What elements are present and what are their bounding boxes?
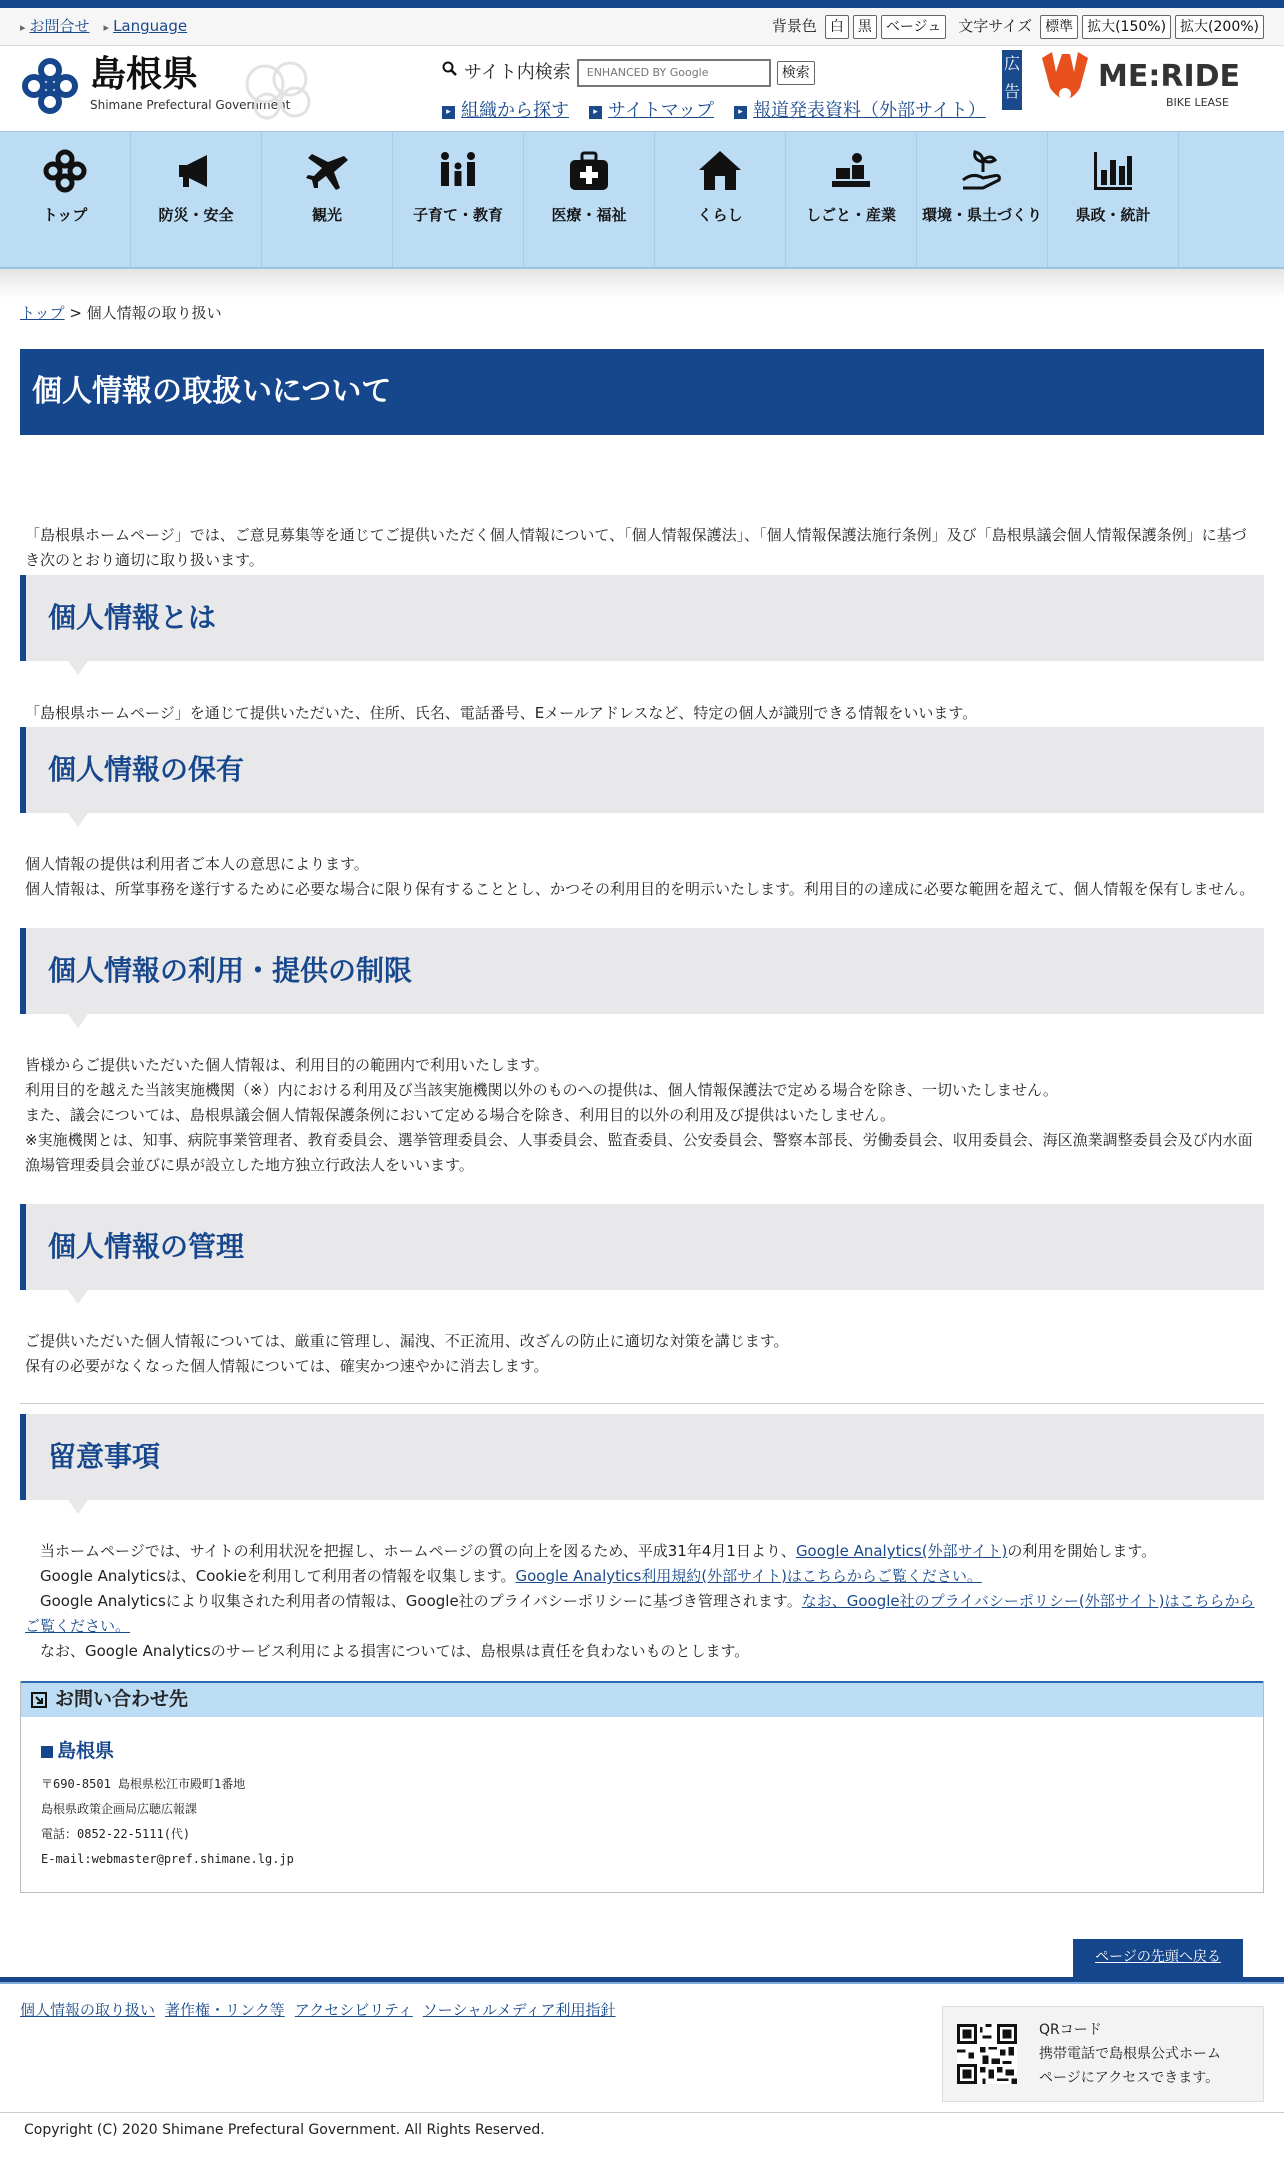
section-text: ご提供いただいた個人情報については、厳重に管理し、漏洩、不正流用、改ざんの防止に適切な対策を講じます。 — [25, 1332, 789, 1350]
qr-code-box — [942, 2006, 1264, 2102]
font-size-label: 文字サイズ — [958, 17, 1033, 36]
nav-label: 医療・福祉 — [551, 206, 627, 224]
contact-address: 〒690-8501 島根県松江市殿町1番地 — [41, 1777, 246, 1791]
font-200-button[interactable]: 拡大(200%) — [1175, 15, 1264, 39]
nav-item-top[interactable] — [0, 132, 131, 267]
site-header — [0, 46, 1284, 131]
nav-item-statistics[interactable] — [1048, 132, 1179, 267]
footer-link-privacy[interactable]: 個人情報の取り扱い — [20, 2001, 156, 2019]
nav-item-living[interactable] — [655, 132, 786, 267]
house-icon — [697, 148, 743, 194]
section-text: ※実施機関とは、知事、病院事業管理者、教育委員会、選挙管理委員会、人事委員会、監査委員、公安委員会、警察本部長、労働委員会、収用委員会、海区漁業調整委員会及び内水面漁場管理委員会並びに県が設立した地方独立行政法人をいいます。 — [25, 1131, 1253, 1174]
section-heading-use-restriction: 個人情報の利用・提供の制限 — [20, 928, 1264, 1014]
global-nav — [0, 131, 1284, 269]
qr-text-1: 携帯電話で島根県公式ホーム — [1039, 2046, 1221, 2062]
section-heading-notes: 留意事項 — [20, 1414, 1264, 1500]
section-text: 利用目的を越えた当該実施機関（※）内における利用及び当該実施機関以外のものへの提供は、個人情報保護法で定める場合を除き、一切いたしません。 — [25, 1081, 1058, 1099]
sitemap-link[interactable]: ▸ サイトマップ — [589, 96, 714, 126]
nav-item-safety[interactable] — [131, 132, 262, 267]
qr-title: QRコード — [1039, 2022, 1102, 2038]
bg-color-label: 背景色 — [771, 17, 817, 36]
ad-label: 広告 — [1002, 50, 1022, 110]
ad-subtitle: BIKE LEASE — [1166, 96, 1229, 109]
nav-item-work[interactable] — [786, 132, 917, 267]
nav-item-tourism[interactable] — [262, 132, 393, 267]
contact-email: E-mail:webmaster@pref.shimane.lg.jp — [41, 1852, 294, 1866]
nav-label: 防災・安全 — [158, 206, 234, 224]
qr-code-icon — [957, 2024, 1017, 2084]
bg-white-button[interactable]: 白 — [825, 15, 849, 39]
bg-black-button[interactable]: 黒 — [853, 15, 877, 39]
contact-org: 島根県 — [41, 1739, 1243, 1764]
notes-line-4: なお、Google Analyticsのサービス利用による損害については、島根県は責任を負わないものとします。 — [40, 1642, 750, 1660]
cloud-decoration-icon — [235, 54, 325, 124]
footer-line — [0, 1977, 1284, 1984]
section-heading-management: 個人情報の管理 — [20, 1204, 1264, 1290]
section-heading-definition: 個人情報とは — [20, 575, 1264, 661]
contact-department: 島根県政策企画局広聴広報課 — [41, 1802, 198, 1816]
main-content — [0, 349, 1284, 1893]
header-links — [442, 96, 986, 126]
family-icon — [435, 148, 481, 194]
nav-shadow — [0, 269, 1284, 299]
top-icon — [42, 148, 88, 194]
back-to-top-link[interactable]: ページの先頭へ戻る — [1095, 1949, 1221, 1966]
org-search-link[interactable]: ▸ 組織から探す — [442, 96, 569, 126]
site-search — [442, 58, 815, 88]
contact-heading: お問い合わせ先 — [21, 1681, 1263, 1717]
nav-label: トップ — [42, 206, 88, 224]
nav-item-environment[interactable] — [917, 132, 1048, 267]
intro-text: 「島根県ホームページ」では、ご意見募集等を通じてご提供いただく個人情報について、「個人情報保護法」、「個人情報保護法施行条例」及び「島根県議会個人情報保護条例」に基づき次のとおり適切に取り扱います。 — [25, 526, 1247, 569]
logo-title: 島根県 — [90, 53, 199, 96]
top-stripe — [0, 0, 1284, 8]
shimane-emblem-icon — [20, 56, 80, 116]
worker-icon — [828, 148, 874, 194]
google-analytics-link[interactable]: Google Analytics(外部サイト) — [795, 1542, 1008, 1560]
medical-bag-icon — [566, 148, 612, 194]
notes-line-2: Google Analyticsは、Cookieを利用して利用者の情報を収集します。Google Analytics利用規約(外部サイト)はこちらからご覧ください。 — [40, 1567, 982, 1585]
section-text: 保有の必要がなくなった個人情報については、確実かつ速やかに消去します。 — [25, 1357, 549, 1375]
contact-icon — [31, 1692, 47, 1708]
breadcrumb — [0, 301, 1284, 327]
footer-link-accessibility[interactable]: アクセシビリティ — [294, 2001, 413, 2019]
plant-hand-icon — [959, 148, 1005, 194]
footer-link-social-media[interactable]: ソーシャルメディア利用指針 — [422, 2001, 616, 2019]
copyright: Copyright (C) 2020 Shimane Prefectural Government. All Rights Reserved. — [0, 2112, 1284, 2144]
section-heading-retention: 個人情報の保有 — [20, 727, 1264, 813]
meride-logo-icon — [1036, 48, 1256, 116]
search-input[interactable] — [577, 59, 771, 87]
back-to-top-button[interactable] — [1073, 1939, 1243, 1977]
font-standard-button[interactable]: 標準 — [1040, 15, 1078, 39]
nav-label: しごと・産業 — [805, 206, 896, 224]
breadcrumb-current: 個人情報の取り扱い — [86, 304, 222, 322]
language-link[interactable]: ▸ Language — [104, 14, 188, 39]
airplane-icon — [304, 148, 350, 194]
google-privacy-link[interactable]: なお、Google社のプライバシーポリシー(外部サイト)はこちらからご覧ください。 — [25, 1592, 1255, 1635]
nav-label: 子育て・教育 — [412, 206, 503, 224]
search-label: サイト内検索 — [464, 62, 571, 83]
utility-bar — [0, 8, 1284, 46]
contact-phone: 電話：0852-22-5111(代) — [41, 1827, 191, 1841]
divider — [20, 1403, 1264, 1404]
megaphone-icon — [173, 148, 219, 194]
nav-item-childcare[interactable] — [393, 132, 524, 267]
nav-label: くらし — [697, 206, 743, 224]
nav-label: 環境・県土づくり — [921, 206, 1042, 224]
ga-terms-link[interactable]: Google Analytics利用規約(外部サイト)はこちらからご覧ください。 — [515, 1567, 982, 1585]
section-text: 「島根県ホームページ」を通じて提供いただいた、住所、氏名、電話番号、Eメールアドレスなど、特定の個人が識別できる情報をいいます。 — [25, 704, 978, 722]
section-text: また、議会については、島根県議会個人情報保護条例において定める場合を除き、利用目的以外の利用及び提供はいたしません。 — [25, 1106, 896, 1124]
contact-body — [21, 1723, 1263, 1892]
nav-label: 観光 — [311, 206, 342, 224]
section-text: 個人情報の提供は利用者ご本人の意思によります。 — [25, 855, 369, 873]
qr-text-2: ページにアクセスできます。 — [1039, 2070, 1220, 2086]
page-title: 個人情報の取扱いについて — [20, 349, 1264, 435]
font-150-button[interactable]: 拡大(150%) — [1082, 15, 1171, 39]
notes-line-1: 当ホームページでは、サイトの利用状況を把握し、ホームページの質の向上を図るため、平成31年4月1日より、Google Analytics(外部サイト)の利用を開始します。 — [40, 1542, 1157, 1560]
contact-box — [20, 1681, 1264, 1893]
section-text: 個人情報は、所掌事務を遂行するために必要な場合に限り保有することとし、かつその利用目的を明示いたします。利用目的の達成に必要な範囲を超えて、個人情報を保有しません。 — [25, 880, 1255, 898]
ad-brand: ME:RIDE — [1098, 59, 1241, 94]
bg-beige-button[interactable]: ベージュ — [881, 15, 946, 39]
to-top-area — [0, 1893, 1284, 1977]
nav-label: 県政・統計 — [1075, 206, 1151, 224]
contact-link[interactable]: ▸ お問合せ — [20, 14, 90, 39]
nav-item-medical[interactable] — [524, 132, 655, 267]
meride-ad-banner[interactable] — [1036, 48, 1256, 116]
footer-links — [20, 1998, 616, 2023]
logo-subtitle: Shimane Prefectural Government — [90, 98, 291, 113]
press-release-link[interactable]: ▸ 報道発表資料（外部サイト） — [734, 96, 986, 126]
bar-chart-icon — [1090, 148, 1136, 194]
notes-line-3: Google Analyticsにより収集された利用者の情報は、Google社のプライバシーポリシーに基づき管理されます。なお、Google社のプライバシーポリシー(外部サイト)はこちらからご覧ください。 — [25, 1592, 1255, 1635]
search-icon — [442, 60, 458, 85]
footer-link-copyright[interactable]: 著作権・リンク等 — [165, 2001, 285, 2019]
site-footer — [0, 1984, 1284, 2112]
breadcrumb-home-link[interactable]: トップ — [20, 304, 65, 322]
breadcrumb-separator: > — [64, 304, 87, 322]
search-button[interactable]: 検索 — [777, 61, 815, 85]
section-text: 皆様からご提供いただいた個人情報は、利用目的の範囲内で利用いたします。 — [25, 1056, 549, 1074]
